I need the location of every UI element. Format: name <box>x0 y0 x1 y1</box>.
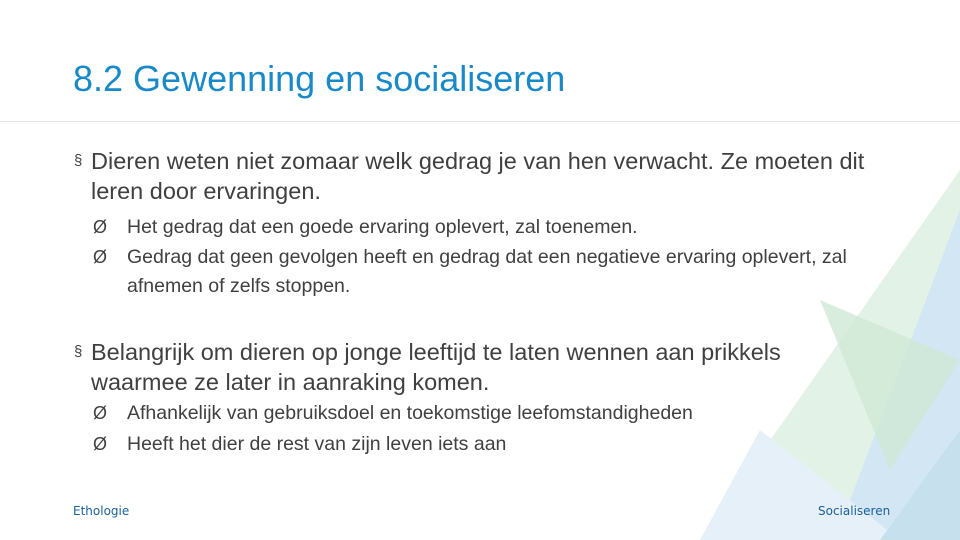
sub-bullet-1-1 <box>93 213 887 242</box>
square-bullet-icon: § <box>74 343 83 360</box>
sub-bullet-1-1-text: Het gedrag dat een goede ervaring oplevert, zal toenemen. <box>127 216 638 238</box>
title-divider <box>0 121 960 122</box>
footer-left-label: Ethologie <box>73 504 130 518</box>
footer-right-label: Socialiseren <box>818 504 891 518</box>
arrow-bullet-icon: Ø <box>93 217 108 237</box>
sub-bullet-2-2-text: Heeft het dier de rest van zijn leven iets aan <box>127 433 507 455</box>
bullet-1 <box>74 146 871 206</box>
sub-bullet-2-1 <box>93 399 887 428</box>
bullet-2 <box>74 337 871 397</box>
arrow-bullet-icon: Ø <box>93 403 108 423</box>
arrow-bullet-icon: Ø <box>93 247 108 267</box>
sub-bullet-1-2 <box>93 243 887 301</box>
bullet-1-text: Dieren weten niet zomaar welk gedrag je van hen verwacht. Ze moeten dit leren door ervaringen. <box>91 148 865 204</box>
sub-bullet-1-2-text: Gedrag dat geen gevolgen heeft en gedrag dat een negatieve ervaring oplevert, zal afnemen of zelfs stoppen. <box>127 246 847 297</box>
bullet-2-text: Belangrijk om dieren op jonge leeftijd te laten wennen aan prikkels waarmee ze later in aanraking komen. <box>91 339 781 395</box>
square-bullet-icon: § <box>74 152 83 169</box>
sub-bullet-2-2 <box>93 430 887 459</box>
slide-title: 8.2 Gewenning en socialiseren <box>73 58 566 99</box>
arrow-bullet-icon: Ø <box>93 434 108 454</box>
sub-bullet-2-1-text: Afhankelijk van gebruiksdoel en toekomstige leefomstandigheden <box>127 402 693 424</box>
